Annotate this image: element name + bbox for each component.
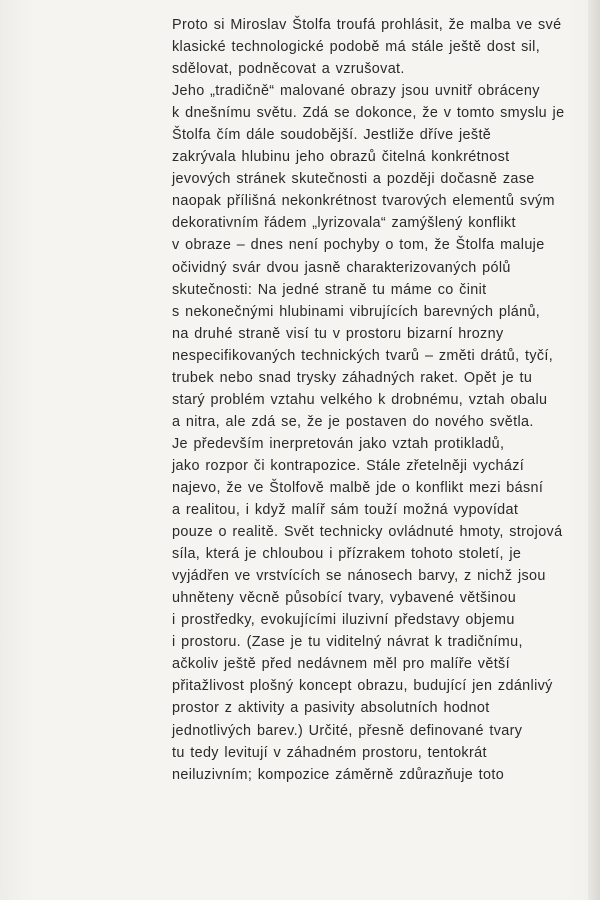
text-line: přitažlivost plošný koncept obrazu, budující jen zdánlivý <box>172 678 553 695</box>
text-line: očividný svár dvou jasně charakterizovaných pólů <box>172 259 511 276</box>
text-line: neiluzivním; kompozice záměrně zdůrazňuje toto <box>172 766 505 783</box>
text-line: sdělovat, podněcovat a vzrušovat. <box>172 61 405 78</box>
text-line: i prostředky, evokujícími iluzivní představy objemu <box>172 612 515 629</box>
text-line: na druhé straně visí tu v prostoru bizarní hrozny <box>172 325 504 342</box>
text-line: starý problém vztahu velkého k drobnému, vztah obalu <box>172 391 548 408</box>
text-line: s nekonečnými hlubinami vibrujících barevných plánů, <box>172 303 541 320</box>
text-line: Je především inerpretován jako vztah protikladů, <box>172 435 505 452</box>
text-line: jako rozpor či kontrapozice. Stále zřetelněji vychází <box>172 457 525 474</box>
text-line: i prostoru. (Zase je tu viditelný návrat k tradičnímu, <box>172 634 523 651</box>
text-line: skutečnosti: Na jedné straně tu máme co činit <box>172 281 487 298</box>
text-line: najevo, že ve Štolfově malbě jde o konflikt mezi básní <box>172 479 544 496</box>
text-line: Proto si Miroslav Štolfa troufá prohlásit, že malba ve své <box>172 17 562 33</box>
text-line: jednotlivých barev.) Určité, přesně definované tvary <box>172 722 523 739</box>
text-line: síla, která je chloubou i přízrakem tohoto století, je <box>172 546 522 563</box>
text-line: prostor z aktivity a pasivity absolutních hodnot <box>172 700 490 717</box>
text-line: a realitou, i když malíř sám touží možná vypovídat <box>172 502 519 519</box>
text-line: vyjádřen ve vrstvících se nánosech barvy, z nichž jsou <box>172 568 546 585</box>
text-line: dekorativním řádem „lyrizovala“ zamýšlený konflikt <box>172 215 516 232</box>
text-line: v obraze – dnes není pochyby o tom, že Štolfa maluje <box>172 237 545 254</box>
text-line: klasické technologické podobě má stále ještě dost sil, <box>172 39 541 56</box>
text-line: Štolfa čím dále soudobější. Jestliže dříve ještě <box>172 127 492 144</box>
body-text <box>172 14 565 786</box>
text-line: pouze o realitě. Svět technicky ovládnuté hmoty, strojová <box>172 524 563 541</box>
text-line: uhněteny věcně působící tvary, vybavené většinou <box>172 590 517 607</box>
text-line: Jeho „tradičně“ malované obrazy jsou uvnitř obráceny <box>172 83 540 100</box>
text-line: jevových stránek skutečnosti a později dočasně zase <box>172 171 535 188</box>
text-line: zakrývala hlubinu jeho obrazů čitelná konkrétnost <box>172 149 510 166</box>
text-line: nespecifikovaných technických tvarů – změti drátů, tyčí, <box>172 347 554 364</box>
text-line: k dnešnímu světu. Zdá se dokonce, že v tomto smyslu je <box>172 105 565 122</box>
text-line: ačkoliv ještě před nedávnem měl pro malíře větší <box>172 656 510 673</box>
text-line: a nitra, ale zdá se, že je postaven do nového světla. <box>172 413 534 430</box>
text-line: trubek nebo snad trysky záhadných raket. Opět je tu <box>172 369 533 386</box>
page-edge-shadow <box>588 0 600 900</box>
text-line: tu tedy levitují v záhadném prostoru, tentokrát <box>172 744 487 761</box>
text-line: naopak přílišná nekonkrétnost tvarových elementů svým <box>172 193 555 210</box>
